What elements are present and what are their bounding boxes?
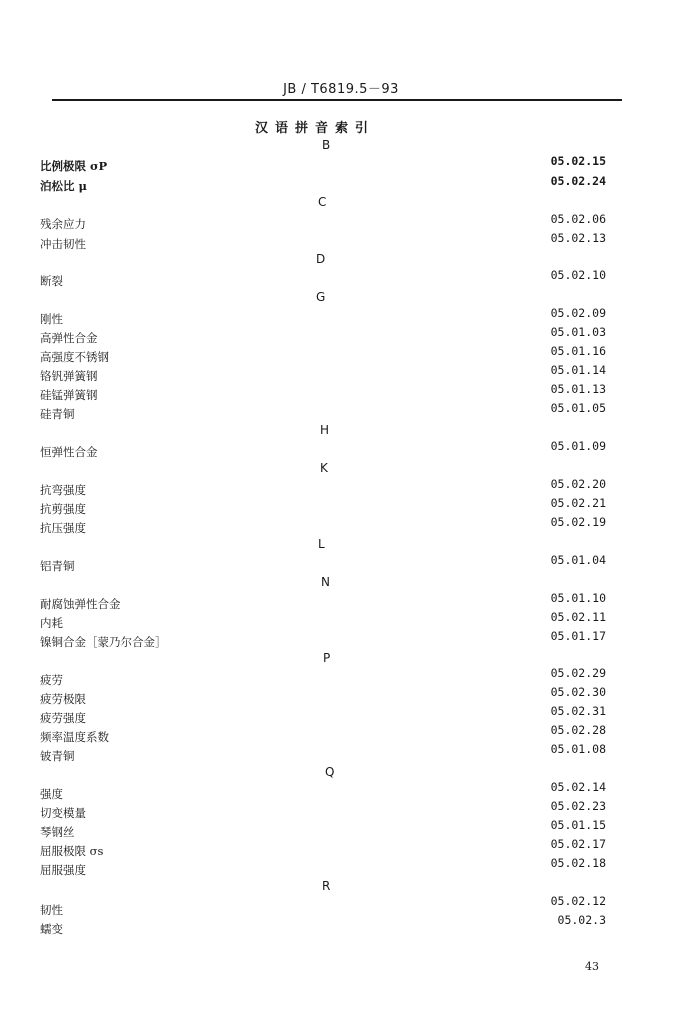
- section-letter: L: [318, 537, 325, 551]
- index-term: 频率温度系数: [40, 730, 109, 744]
- index-term: 冲击韧性: [40, 237, 86, 251]
- index-term: 抗压强度: [40, 521, 86, 535]
- index-code: 05.01.10: [550, 591, 606, 605]
- index-code: 05.02.10: [550, 268, 606, 282]
- index-code: 05.02.21: [550, 496, 606, 510]
- index-code: 05.02.14: [550, 780, 606, 794]
- section-letter: C: [318, 195, 327, 209]
- index-term: 铬钒弹簧钢: [40, 369, 98, 383]
- index-code: 05.02.06: [550, 212, 606, 226]
- index-term: 屈服极限 σs: [40, 844, 104, 858]
- index-code: 05.02.28: [550, 723, 606, 737]
- index-term: 韧性: [40, 903, 63, 917]
- index-term: 断裂: [40, 274, 63, 288]
- index-code: 05.01.14: [550, 363, 606, 377]
- index-code: 05.02.11: [550, 610, 606, 624]
- section-letter: K: [320, 461, 328, 475]
- index-term: 硅青铜: [40, 407, 75, 421]
- section-letter: G: [316, 290, 326, 304]
- document-number-header: JB / T6819.5－93: [283, 82, 399, 97]
- section-letter: H: [320, 423, 330, 437]
- index-code: 05.01.16: [550, 344, 606, 358]
- index-code: 05.01.04: [550, 553, 606, 567]
- index-term: 疲劳: [40, 673, 63, 687]
- index-code: 05.01.09: [550, 439, 606, 453]
- section-letter: Q: [325, 765, 335, 779]
- index-term: 刚性: [40, 312, 63, 326]
- index-code: 05.02.20: [550, 477, 606, 491]
- index-code: 05.01.05: [550, 401, 606, 415]
- index-term: 铍青铜: [40, 749, 75, 763]
- index-term: 强度: [40, 787, 63, 801]
- index-code: 05.02.24: [550, 174, 606, 188]
- index-term: 疲劳极限: [40, 692, 86, 706]
- section-letter: R: [322, 879, 331, 893]
- index-code: 05.02.18: [550, 856, 606, 870]
- index-term: 镍铜合金［蒙乃尔合金］: [40, 635, 167, 649]
- index-term: 屈服强度: [40, 863, 86, 877]
- page-number: 43: [585, 960, 599, 973]
- index-code: 05.01.15: [550, 818, 606, 832]
- section-letter: B: [322, 138, 331, 152]
- header-rule: [52, 99, 622, 101]
- index-code: 05.02.09: [550, 306, 606, 320]
- index-term: 耐腐蚀弹性合金: [40, 597, 121, 611]
- index-term: 切变模量: [40, 806, 86, 820]
- section-letter: P: [323, 651, 331, 665]
- index-term: 铝青铜: [40, 559, 75, 573]
- index-code: 05.02.15: [550, 154, 606, 168]
- index-code: 05.02.31: [550, 704, 606, 718]
- index-code: 05.01.17: [550, 629, 606, 643]
- index-code: 05.02.19: [550, 515, 606, 529]
- index-term: 硅锰弹簧钢: [40, 388, 98, 402]
- index-term: 疲劳强度: [40, 711, 86, 725]
- index-term: 抗剪强度: [40, 502, 86, 516]
- index-term: 琴钢丝: [40, 825, 75, 839]
- index-code: 05.02.13: [550, 231, 606, 245]
- index-code: 05.02.23: [550, 799, 606, 813]
- index-term: 内耗: [40, 616, 63, 630]
- index-term: 高弹性合金: [40, 331, 98, 345]
- index-code: 05.01.08: [550, 742, 606, 756]
- index-code: 05.01.03: [550, 325, 606, 339]
- index-term: 泊松比 μ: [40, 179, 87, 193]
- index-term: 蠕变: [40, 922, 63, 936]
- section-letter: D: [316, 252, 326, 266]
- index-term: 残余应力: [40, 217, 86, 231]
- index-code: 05.02.12: [550, 894, 606, 908]
- index-code: 05.02.30: [550, 685, 606, 699]
- section-letter: N: [321, 575, 330, 589]
- index-code: 05.01.13: [550, 382, 606, 396]
- index-code: 05.02.3: [557, 913, 606, 927]
- index-term: 抗弯强度: [40, 483, 86, 497]
- index-code: 05.02.29: [550, 666, 606, 680]
- index-term: 恒弹性合金: [40, 445, 98, 459]
- index-term: 高强度不锈钢: [40, 350, 109, 364]
- index-code: 05.02.17: [550, 837, 606, 851]
- index-title: 汉语拼音索引: [254, 121, 375, 136]
- index-term: 比例极限 σP: [40, 159, 108, 173]
